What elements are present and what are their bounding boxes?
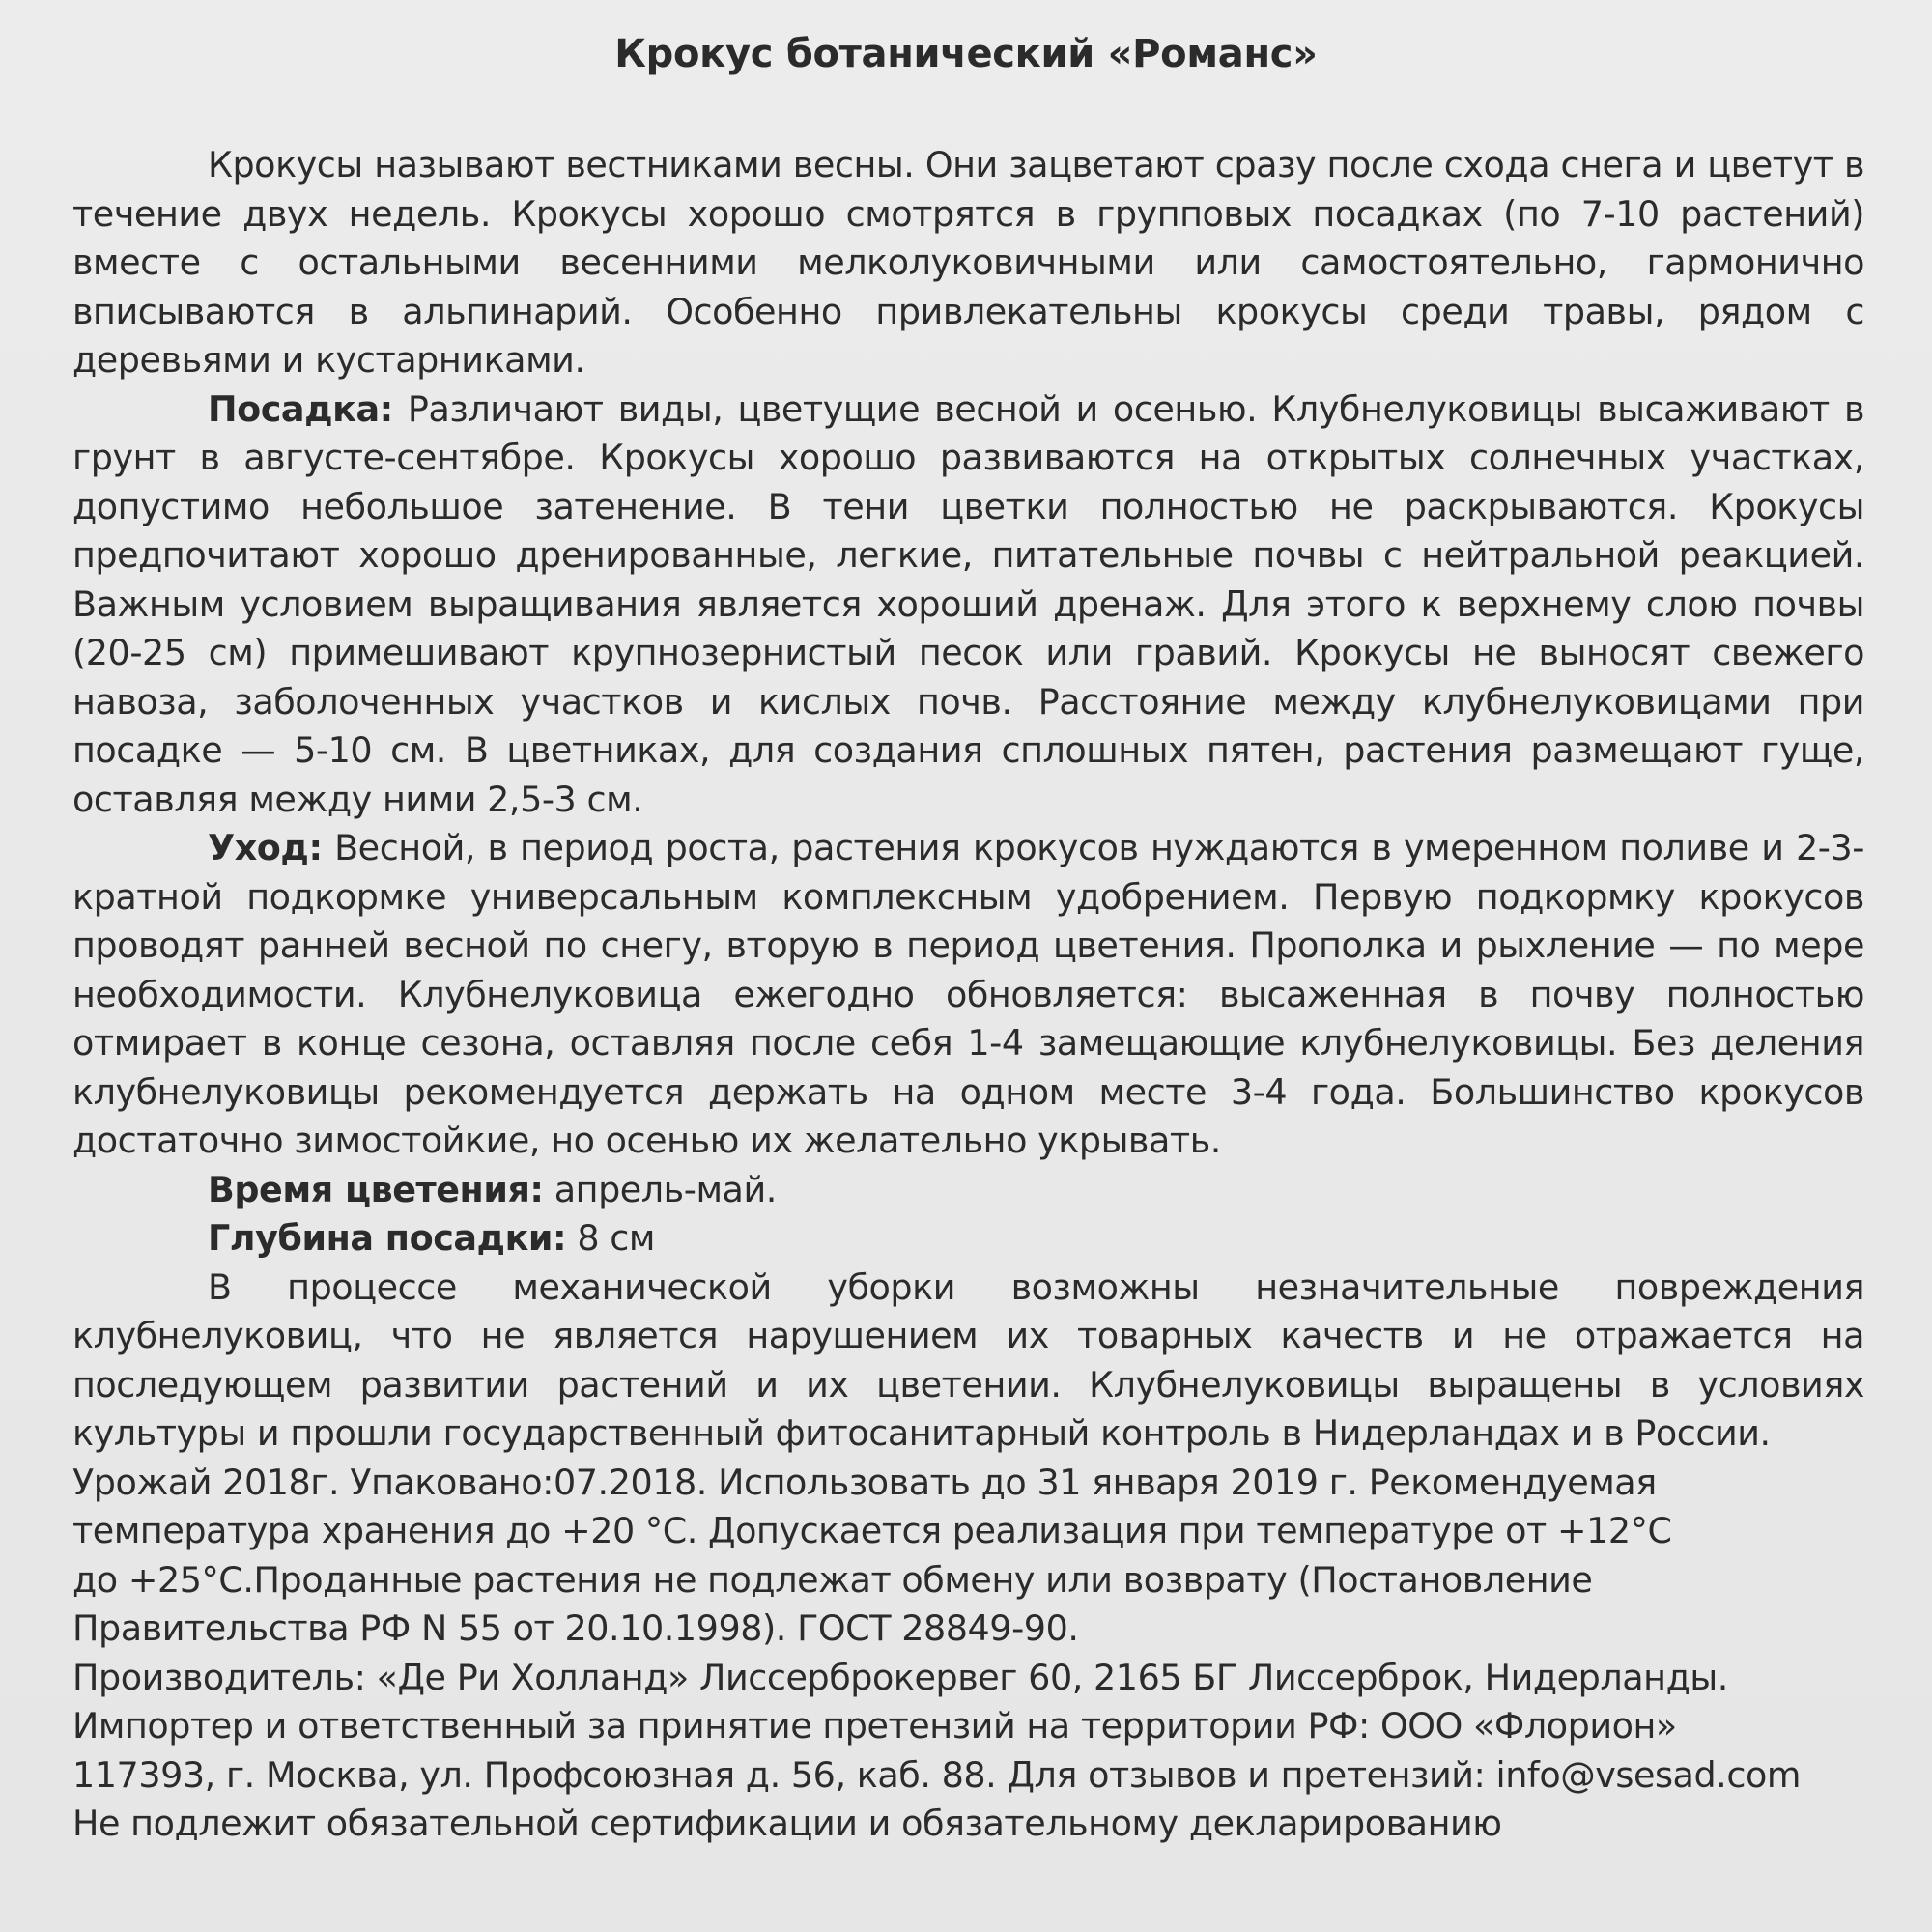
footer-line-storage: температура хранения до +20 °С. Допускается реализация при температуре от +12°С xyxy=(72,1510,1672,1551)
planting-depth-line xyxy=(72,1214,1864,1264)
footer-line-importer: Импортер и ответственный за принятие претензий на территории РФ: ООО «Флорион» xyxy=(72,1705,1677,1747)
footer-line-contacts: 117393, г. Москва, ул. Профсоюзная д. 56, каб. 88. Для отзывов и претензий: info@vsesad.com xyxy=(72,1753,1801,1796)
care-text: Весной, в период роста, растения крокусов нуждаются в умеренном поливе и 2-3-кратной подкормке универсальным комплексным удобрением. Первую подкормку крокусов проводят ранней весной по снегу, вторую в период цветения. Прополка и рыхление — по мере необходимости. Клубнелуковица ежегодно обновляется: высаженная в почву полностью отмирает в конце сезона, оставляя после себя 1-4 замещающие клубнелуковицы. Без деления клубнелуковицы рекомендуется держать на одном месте 3-4 года. Большинство крокусов достаточно зимостойкие, но осенью их желательно укрывать. xyxy=(72,827,1864,1161)
footer-line-harvest: Урожай 2018г. Упаковано:07.2018. Использовать до 31 января 2019 г. Рекомендуемая xyxy=(72,1461,1657,1503)
footer-line-gost: Правительства РФ N 55 от 20.10.1998). ГОСТ 28849-90. xyxy=(72,1607,1079,1649)
footer-line-certification: Не подлежит обязательной сертификации и обязательному декларированию xyxy=(72,1803,1502,1844)
footer-line-sale-temp: до +25°С.Проданные растения не подлежат обмену или возврату (Постановление xyxy=(72,1558,1593,1601)
intro-paragraph: Крокусы называют вестниками весны. Они зацветают сразу после схода снега и цветут в течение двух недель. Крокусы хорошо смотрятся в групповых посадках (по 7-10 растений) вместе с остальными весенними мелколуковичными или самостоятельно, гармонично вписываются в альпинарий. Особенно привлекательны крокусы среди травы, рядом с деревьями и кустарниками. xyxy=(72,144,1864,381)
footer-line-producer: Производитель: «Де Ри Холланд» Лиссерброкервег 60, 2165 БГ Лиссерброк, Нидерланды. xyxy=(72,1656,1728,1698)
bloom-time-label: Время цветения: xyxy=(208,1168,544,1210)
bloom-time-line xyxy=(72,1166,1864,1215)
planting-paragraph xyxy=(72,385,1864,825)
planting-depth-value: 8 см xyxy=(577,1217,655,1259)
care-paragraph xyxy=(72,824,1864,1166)
footer-info xyxy=(72,1459,1864,1849)
document-body xyxy=(72,141,1864,1849)
bloom-time-value: апрель-май. xyxy=(554,1168,777,1210)
document-title: Крокус ботанический «Романс» xyxy=(614,32,1318,76)
planting-depth-label: Глубина посадки: xyxy=(208,1217,567,1259)
planting-text: Различают виды, цветущие весной и осенью. Клубнелуковицы высаживают в грунт в августе-сентябре. Крокусы хорошо развиваются на открытых солнечных участках, допустимо небольшое затенение. В тени цветки полностью не раскрываются. Крокусы предпочитают хорошо дренированные, легкие, питательные почвы с нейтральной реакцией. Важным условием выращивания является хороший дренаж. Для этого к верхнему слою почвы (20-25 см) примешивают крупнозернистый песок или гравий. Крокусы не выносят свежего навоза, заболоченных участков и кислых почв. Расстояние между клубнелуковицами при посадке — 5-10 см. В цветниках, для создания сплошных пятен, растения размещают гуще, оставляя между ними 2,5-3 см. xyxy=(72,387,1865,820)
planting-label: Посадка: xyxy=(208,387,393,430)
care-label: Уход: xyxy=(208,827,323,868)
quality-note-paragraph: В процессе механической уборки возможны незначительные повреждения клубнелуковиц, что не является нарушением их товарных качеств и не отражается на последующем развитии растений и их цветении. Клубнелуковицы выращены в условиях культуры и прошли государственный фитосанитарный контроль в Нидерландах и в России. xyxy=(72,1265,1864,1454)
